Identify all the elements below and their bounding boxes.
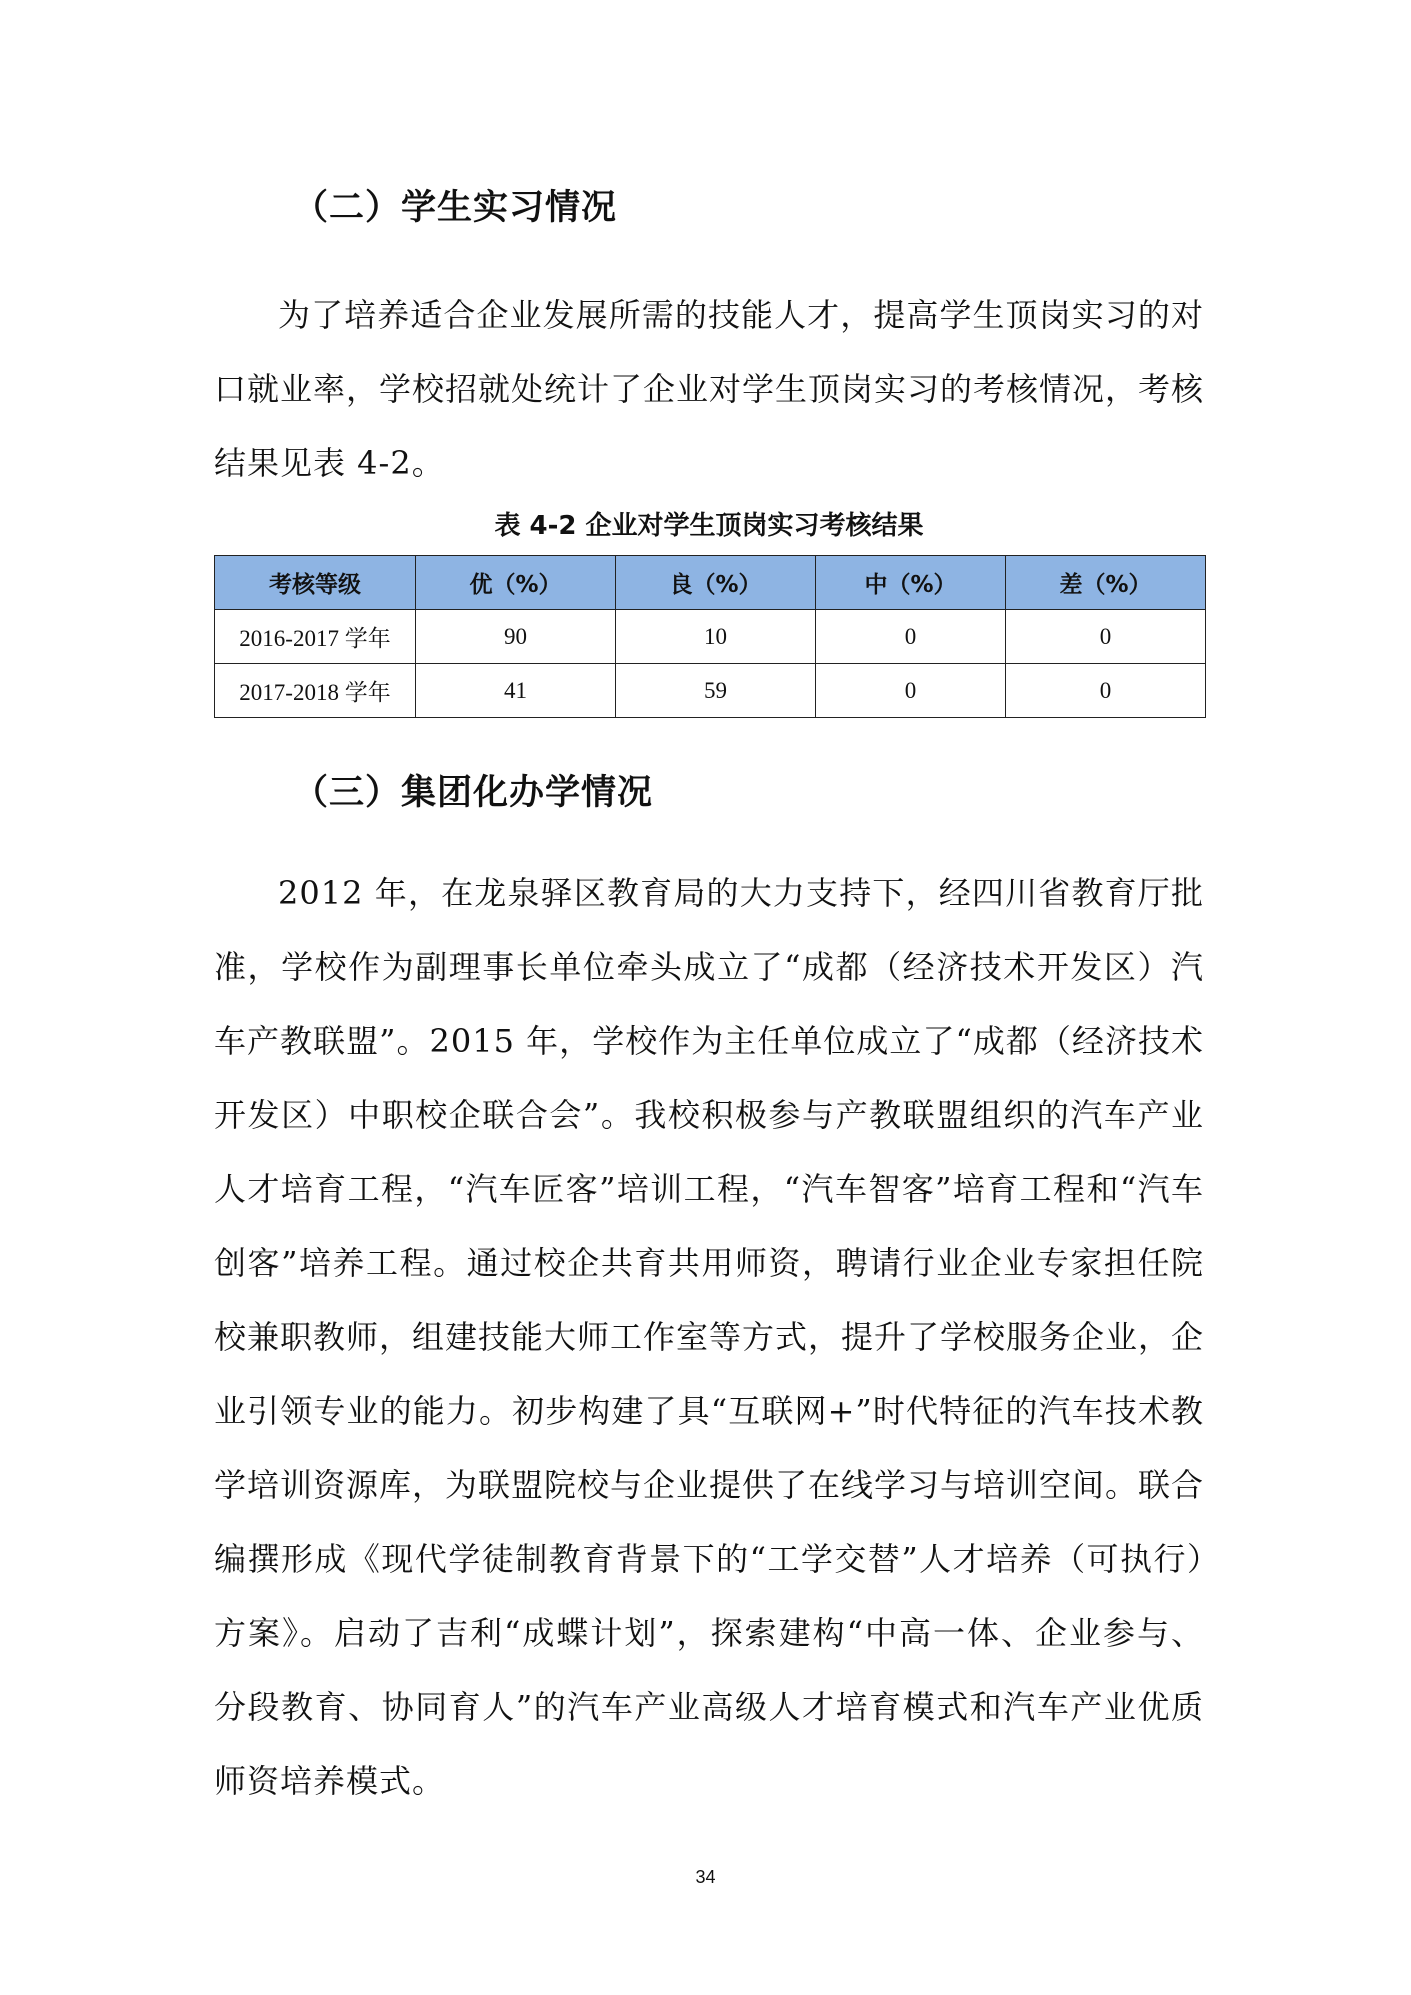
table-cell: 2016-2017 学年 bbox=[215, 610, 416, 664]
header-average: 中（%） bbox=[816, 556, 1006, 610]
table-cell: 59 bbox=[616, 664, 816, 718]
header-poor: 差（%） bbox=[1006, 556, 1206, 610]
table-cell: 2017-2018 学年 bbox=[215, 664, 416, 718]
section-heading-internship: （二）学生实习情况 bbox=[293, 188, 618, 228]
table-row bbox=[215, 610, 1206, 664]
page-number: 34 bbox=[695, 1867, 716, 1887]
header-grade: 考核等级 bbox=[215, 556, 416, 610]
table-cell: 10 bbox=[616, 610, 816, 664]
paragraph-group-schooling: 2012 年，在龙泉驿区教育局的大力支持下，经四川省教育厅批准，学校作为副理事长单位牵头成立了“成都（经济技术开发区）汽车产教联盟”。2015 年，学校作为主任单位成立了“成都（经济技术开发区）中职校企联合会”。我校积极参与产教联盟组织的汽车产业人才培育工程，“汽车匠客”培训工程，“汽车智客”培育工程和“汽车创客”培养工程。通过校企共育共用师资，聘请行业企业专家担任院校兼职教师，组建技能大师工作室等方式，提升了学校服务企业，企业引领专业的能力。初步构建了具“互联网+”时代特征的汽车技术教学培训资源库，为联盟院校与企业提供了在线学习与培训空间。联合编撰形成《现代学徒制教育背景下的“工学交替”人才培养（可执行）方案》。启动了吉利“成蝶计划”，探索建构“中高一体、企业参与、分段教育、协同育人”的汽车产业高级人才培育模式和汽车产业优质师资培养模式。 bbox=[214, 874, 1205, 1800]
table-cell: 0 bbox=[1006, 610, 1206, 664]
assessment-results-table bbox=[214, 555, 1206, 718]
table-cell: 0 bbox=[816, 664, 1006, 718]
table-cell: 0 bbox=[816, 610, 1006, 664]
paragraph-internship: 为了培养适合企业发展所需的技能人才，提高学生顶岗实习的对口就业率，学校招就处统计了企业对学生顶岗实习的考核情况，考核结果见表 4-2。 bbox=[214, 296, 1205, 482]
table-caption: 表 4-2 企业对学生顶岗实习考核结果 bbox=[494, 511, 924, 541]
table-cell: 90 bbox=[416, 610, 616, 664]
header-excellent: 优（%） bbox=[416, 556, 616, 610]
section-heading-group-schooling: （三）集团化办学情况 bbox=[293, 773, 654, 813]
table-header-row bbox=[215, 556, 1206, 610]
table-row bbox=[215, 664, 1206, 718]
header-good: 良（%） bbox=[616, 556, 816, 610]
table-cell: 41 bbox=[416, 664, 616, 718]
table-cell: 0 bbox=[1006, 664, 1206, 718]
